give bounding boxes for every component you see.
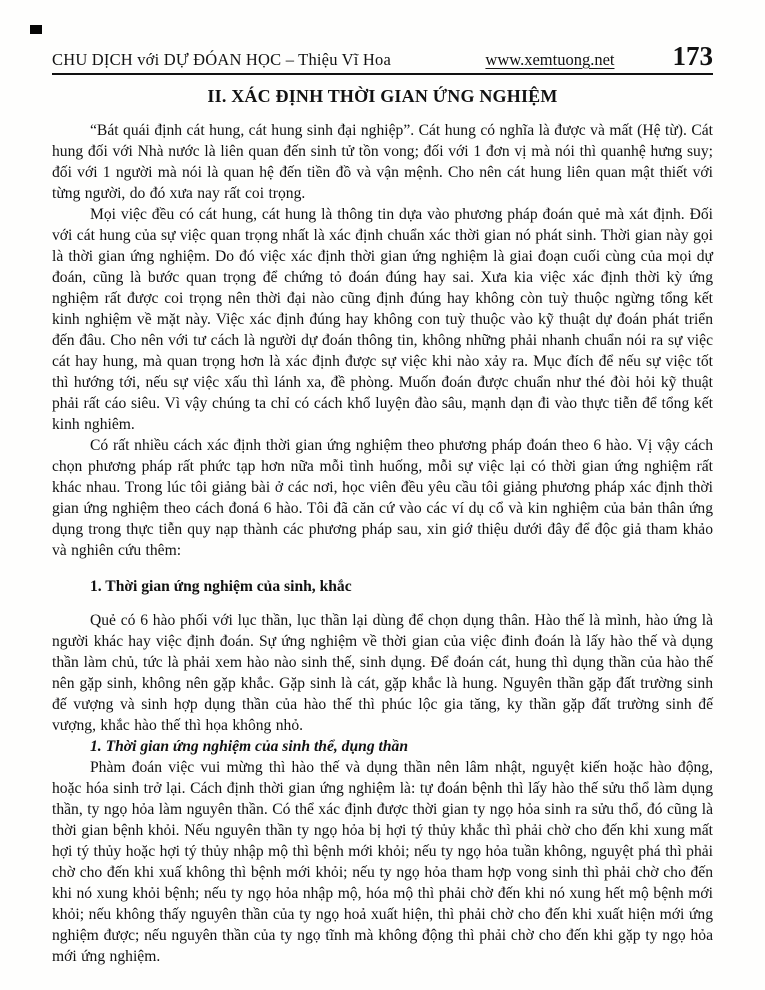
paragraph-5: Phàm đoán việc vui mừng thì hào thế và dụng thần nên lâm nhật, nguyệt kiến hoặc hào động, hoặc hóa sinh trở lại. Cách định thời gian ứng nghiệm là: tự đoán bệnh thì lấy hào thế sửu thổ làm dụng thần, ty ngọ hỏa làm nguyên thần. Có thể xác định được thời gian ty ngọ hỏa sinh ra sửu thổ, đó cũng là thời gian bệnh khỏi. Nếu nguyên thần ty ngọ hỏa bị hợi tý thủy khắc thì phải chờ cho đến khi xung mất hợi tý thủy hoặc hợi tý thủy nhập mộ thì bệnh mới khỏi; nếu ty ngọ hỏa tuần không, nguyệt phá thì phải chờ cho đến khi xuấ không thì bệnh mới khỏi; nếu ty ngọ hỏa tham hợp vong sinh thì phải chờ cho đến khi nó xung khỏi bệnh; nếu ty ngọ hỏa nhập mộ, hóa mộ thì phải chờ đến khi nó xung hết mộ bệnh mới khỏi; nếu không thấy nguyên thần của ty ngọ hoả xuất hiện, thì phải chờ cho đến khi xuất hiện mới ứng nghiệm được; nếu nguyên thần của ty ngọ tĩnh mà không động thì phải chờ cho đến khi gặp ty ngọ hỏa mới ứng nghiệm. — [52, 759, 713, 965]
paragraph-4: Quẻ có 6 hào phối với lục thần, lục thần lại dùng để chọn dụng thân. Hào thế là mình, hào ứng là người khác hay việc định đoán. Sự ứng nghiệm về thời gian của việc đinh đoán là lấy hào thế và dụng thần làm chủ, tức là phải xem hào nào sinh thế, sinh dụng. Để đoán cát, hung thì dụng thần của hào thế nên gặp sinh, không nên gặp khắc. Gặp sinh là cát, gặp khắc là hung. Nguyên thần gặp đất trường sinh đế vượng và sinh hợp dụng thần của hào thế thì phúc lộc gia tăng, ky thần gặp đất trường sinh đế vượng, khắc hào thế thì họa không nhỏ. — [52, 612, 713, 734]
book-title: CHU DỊCH với DỰ ĐÓAN HỌC – Thiệu Vĩ Hoa — [52, 50, 392, 69]
paragraph-2: Mọi việc đều có cát hung, cát hung là thông tin dựa vào phương pháp đoán quẻ mà xát định. Đối với cát hung của sự việc quan trọng nhất là xác định chuẩn xác thời gian nó phát sinh. Thời gian này gọi là thời gian ứng nghiệm. Do đó việc xác định thời gian ứng nghiệm là giai đoạn cuối cùng của mọi dự đoán, cũng là bước quan trọng để chứng tỏ đoán đúng hay sai. Xưa kia việc xác định thời kỳ ứng nghiệm rất được coi trọng nên thời đại nào cũng định đúng hay không còn tuỳ thuộc ngừng tổng kết kinh nghiệm về mặt này. Việc xác định đúng hay không con tuỳ thuộc vào kỹ thuật dự đoán phát triển đến đâu. Cho nên với tư cách là người dự đoán thông tin, không những phải nhanh chuẩn nói ra sự việc cát hay hung, mà quan trọng hơn là xác định được sự việc khi nào xảy ra. Mục đích để nếu sự việc tốt thì hướng tới, nếu sự việc xấu thì lánh xa, đề phòng. Muốn đoán được chuẩn như thé đòi hỏi kỹ thuật phải rất cáo siêu. Vì vậy chúng ta chỉ có cách khổ luyện đào sâu, mạnh dạn đi vào thực tiễn để tổng kết kinh nghiêm. — [52, 206, 713, 433]
paragraph-1: “Bát quái định cát hung, cát hung sinh đại nghiệp”. Cát hung có nghĩa là được và mất (Hệ từ). Cát hung đối với Nhà nước là liên quan đến sinh tử tồn vong; đối với 1 đơn vị mà nói thì quanhệ hưng suy; đối với 1 người mà nói là quan hệ đến tiền đồ và vận mệnh. Cho nên cát hung liên quan mật thiết với từng người, do đó xưa nay rất coi trọng. — [52, 122, 713, 202]
paragraph-3: Có rất nhiều cách xác định thời gian ứng nghiệm theo phương pháp đoán theo 6 hào. Vị vậy cách chọn phương pháp rất phức tạp hơn nữa mỗi tình huống, mỗi sự việc lại có thời gian ứng nghiệm rất khác nhau. Trong lúc tôi giảng bài ở các nơi, học viên đều yêu cầu tôi giảng phương pháp xác định thời gian ứng nghiệm theo cách đoná 6 hào. Tôi đã căn cứ vào các ví dụ cổ và kin nghiệm của bản thân ứng dụng trong thực tiễn quy nạp thành các phương pháp sau, xin giớ thiệu dưới đây để độc giả tham khảo và nghiên cứu thêm: — [52, 437, 713, 559]
page-number: 173 — [672, 41, 713, 71]
section-title: II. XÁC ĐỊNH THỜI GIAN ỨNG NGHIỆM — [207, 86, 558, 106]
subsection-heading-1: 1. Thời gian ứng nghiệm của sinh, khắc — [90, 578, 352, 595]
page-header — [52, 0, 713, 70]
scan-artifact — [30, 25, 42, 34]
website-link[interactable]: www.xemtuong.net — [485, 50, 615, 69]
header-divider — [52, 73, 713, 75]
subsection-subheading-1: 1. Thời gian ứng nghiệm của sinh thể, dụng thần — [90, 738, 408, 755]
